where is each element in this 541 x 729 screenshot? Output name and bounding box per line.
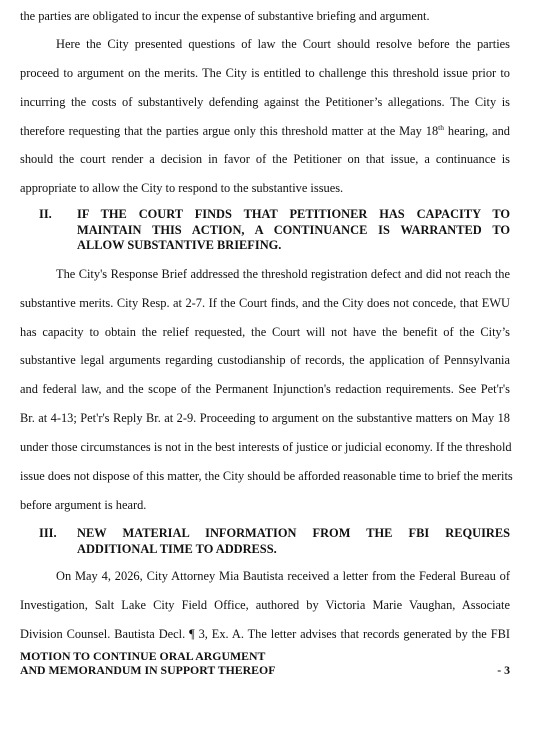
section-number: II.: [39, 207, 52, 221]
section-heading: [77, 207, 510, 254]
body-line: On May 4, 2026, City Attorney Mia Bautista received a letter from the Federal Bureau of: [56, 569, 510, 583]
body-line: before argument is heard.: [20, 498, 147, 512]
page-footer: [20, 649, 510, 677]
body-line: substantive legal arguments regarding custodianship of records, the application of Pennsylvania: [20, 353, 510, 367]
footer-title-line: MOTION TO CONTINUE ORAL ARGUMENT: [20, 649, 266, 663]
section-heading: [77, 526, 510, 557]
page-number: - 3: [497, 663, 510, 677]
body-line: [20, 124, 510, 138]
body-line: Br. at 4-13; Pet'r's Reply Br. at 2-9. Proceeding to argument on the substantive matters on May 18: [20, 411, 510, 425]
heading-line: MAINTAIN THIS ACTION, A CONTINUANCE IS WARRANTED TO: [77, 222, 510, 237]
body-line: incurring the costs of substantively defending against the Petitioner’s allegations. The City is: [20, 95, 510, 109]
heading-line: ALLOW SUBSTANTIVE BRIEFING.: [77, 238, 282, 252]
body-line: Division Counsel. Bautista Decl. ¶ 3, Ex. A. The letter advises that records generated by the FBI: [20, 627, 510, 641]
body-line: issue does not dispose of this matter, the City should be afforded reasonable time to brief the merits: [20, 469, 513, 483]
body-line: appropriate to allow the City to respond to the substantive issues.: [20, 181, 344, 195]
heading-line: NEW MATERIAL INFORMATION FROM THE FBI REQUIRES: [77, 526, 510, 540]
body-line: Investigation, Salt Lake City Field Office, authored by Victoria Marie Vaughan, Associate: [20, 598, 510, 612]
ordinal-suffix: th: [438, 122, 445, 132]
footer-title-line: AND MEMORANDUM IN SUPPORT THEREOF: [20, 663, 276, 677]
text-run: hearing, and: [444, 124, 510, 138]
heading-line: IF THE COURT FINDS THAT PETITIONER HAS CAPACITY TO: [77, 207, 510, 221]
body-line: and federal law, and the scope of the Permanent Injunction's redaction requirements. See Pet'r's: [20, 382, 510, 396]
body-line: The City's Response Brief addressed the threshold registration defect and did not reach the: [56, 267, 510, 281]
body-line: proceed to argument on the merits. The City is entitled to challenge this threshold issue prior to: [20, 66, 510, 80]
body-line: substantive merits. City Resp. at 2-7. If the Court finds, and the City does not concede, that EWU: [20, 296, 510, 310]
heading-line: ADDITIONAL TIME TO ADDRESS.: [77, 541, 277, 556]
section-number: III.: [39, 526, 57, 540]
body-line: the parties are obligated to incur the expense of substantive briefing and argument.: [20, 9, 430, 23]
body-line: has capacity to obtain the relief requested, the Court will not have the benefit of the City’s: [20, 325, 510, 339]
text-run: therefore requesting that the parties argue only this threshold matter at the May 18: [20, 124, 439, 138]
body-line: Here the City presented questions of law the Court should resolve before the parties: [56, 37, 510, 51]
body-line: should the court render a decision in favor of the Petitioner on that issue, a continuance is: [20, 152, 510, 166]
body-line: under those circumstances is not in the best interests of justice or judicial economy. If the threshold: [20, 440, 512, 454]
